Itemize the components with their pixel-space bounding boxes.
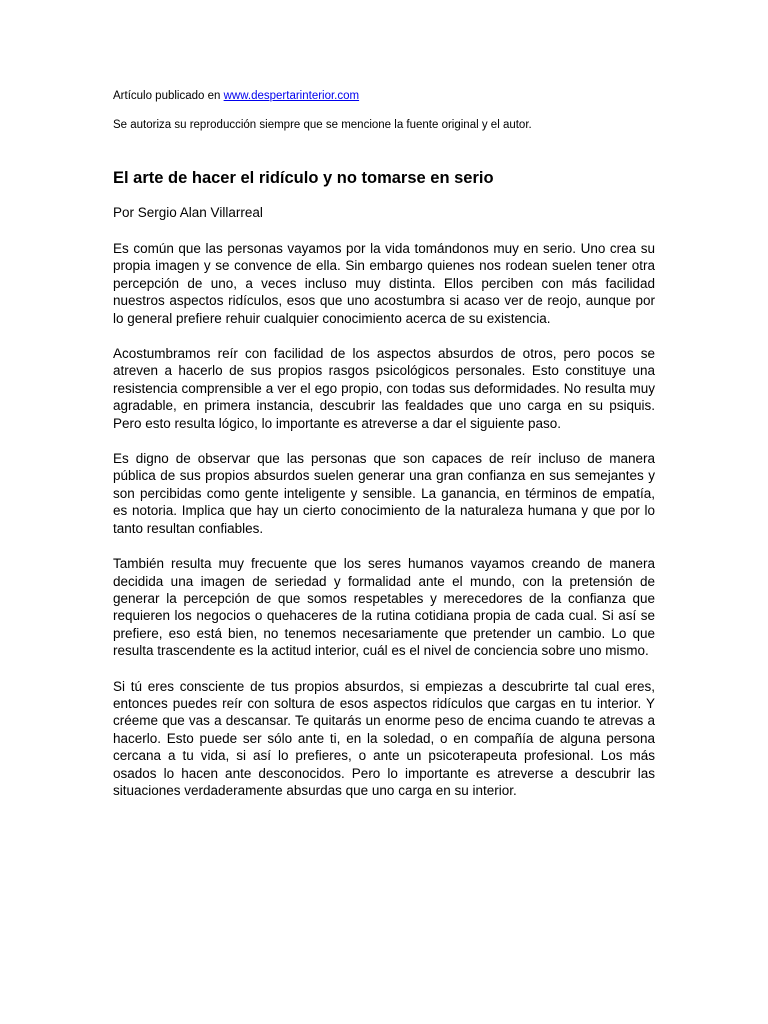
paragraph-5: Si tú eres consciente de tus propios absurdos, si empiezas a descubrirte tal cual eres, entonces puedes reír con soltura de esos aspectos ridículos que cargas en tu interior. Y créeme que vas a descansar. Te quitarás un enorme peso de encima cuando te atrevas a hacerlo. Esto puede ser sólo ante ti, en la soledad, o en compañía de alguna persona cercana a tu vida, si así lo prefieres, o ante un psicoterapeuta profesional. Los más osados lo hacen ante desconocidos. Pero lo importante es atreverse a descubrir las situaciones verdaderamente absurdas que uno carga en su interior. [113, 678, 655, 798]
paragraph-4: También resulta muy frecuente que los seres humanos vayamos creando de manera decidida una imagen de seriedad y formalidad ante el mundo, con la pretensión de generar la percepción de que somos respetables y merecedores de la confianza que requieren los negocios o quehaceres de la rutina cotidiana propia de cada cual. Si así se prefiere, eso está bien, no tenemos necesariamente que pretender un cambio. Lo que resulta trascendente es la actitud interior, cuál es el nivel de conciencia sobre uno mismo. [113, 556, 655, 659]
paragraph-1: Es común que las personas vayamos por la vida tomándonos muy en serio. Uno crea su propia imagen y se convence de ella. Sin embargo quienes nos rodean suelen tener otra percepción de uno, a veces incluso muy distinta. Ellos perciben con más facilidad nuestros aspectos ridículos, esos que uno acostumbra si acaso ver de reojo, aunque por lo general prefiere rehuir cualquier conocimiento acerca de su existencia. [113, 241, 655, 326]
reproduction-notice: Se autoriza su reproducción siempre que se mencione la fuente original y el autor. [113, 119, 532, 131]
article-title: El arte de hacer el ridículo y no tomarse en serio [113, 169, 494, 187]
publication-note [113, 89, 655, 104]
paragraph-2: Acostumbramos reír con facilidad de los aspectos absurdos de otros, pero pocos se atreven a hacerlo de sus propios rasgos psicológicos personales. Esto constituye una resistencia comprensible a ver el ego propio, con todas sus deformidades. No resulta muy agradable, en primera instancia, descubrir las fealdades que uno carga en su psiquis. Pero esto resulta lógico, lo importante es atreverse a dar el siguiente paso. [113, 346, 655, 431]
author-byline: Por Sergio Alan Villarreal [113, 205, 263, 220]
site-link[interactable]: www.despertarinterior.com [223, 90, 360, 102]
paragraph-3: Es digno de observar que las personas que son capaces de reír incluso de manera pública de sus propios absurdos suelen generar una gran confianza en sus semejantes y son percibidas como gente inteligente y sensible. La ganancia, en términos de empatía, es notoria. Implica que hay un cierto conocimiento de la naturaleza humana y que por lo tanto resultan confiables. [113, 451, 655, 536]
document-page [113, 89, 655, 799]
publication-note-label: Artículo publicado en [113, 90, 224, 102]
